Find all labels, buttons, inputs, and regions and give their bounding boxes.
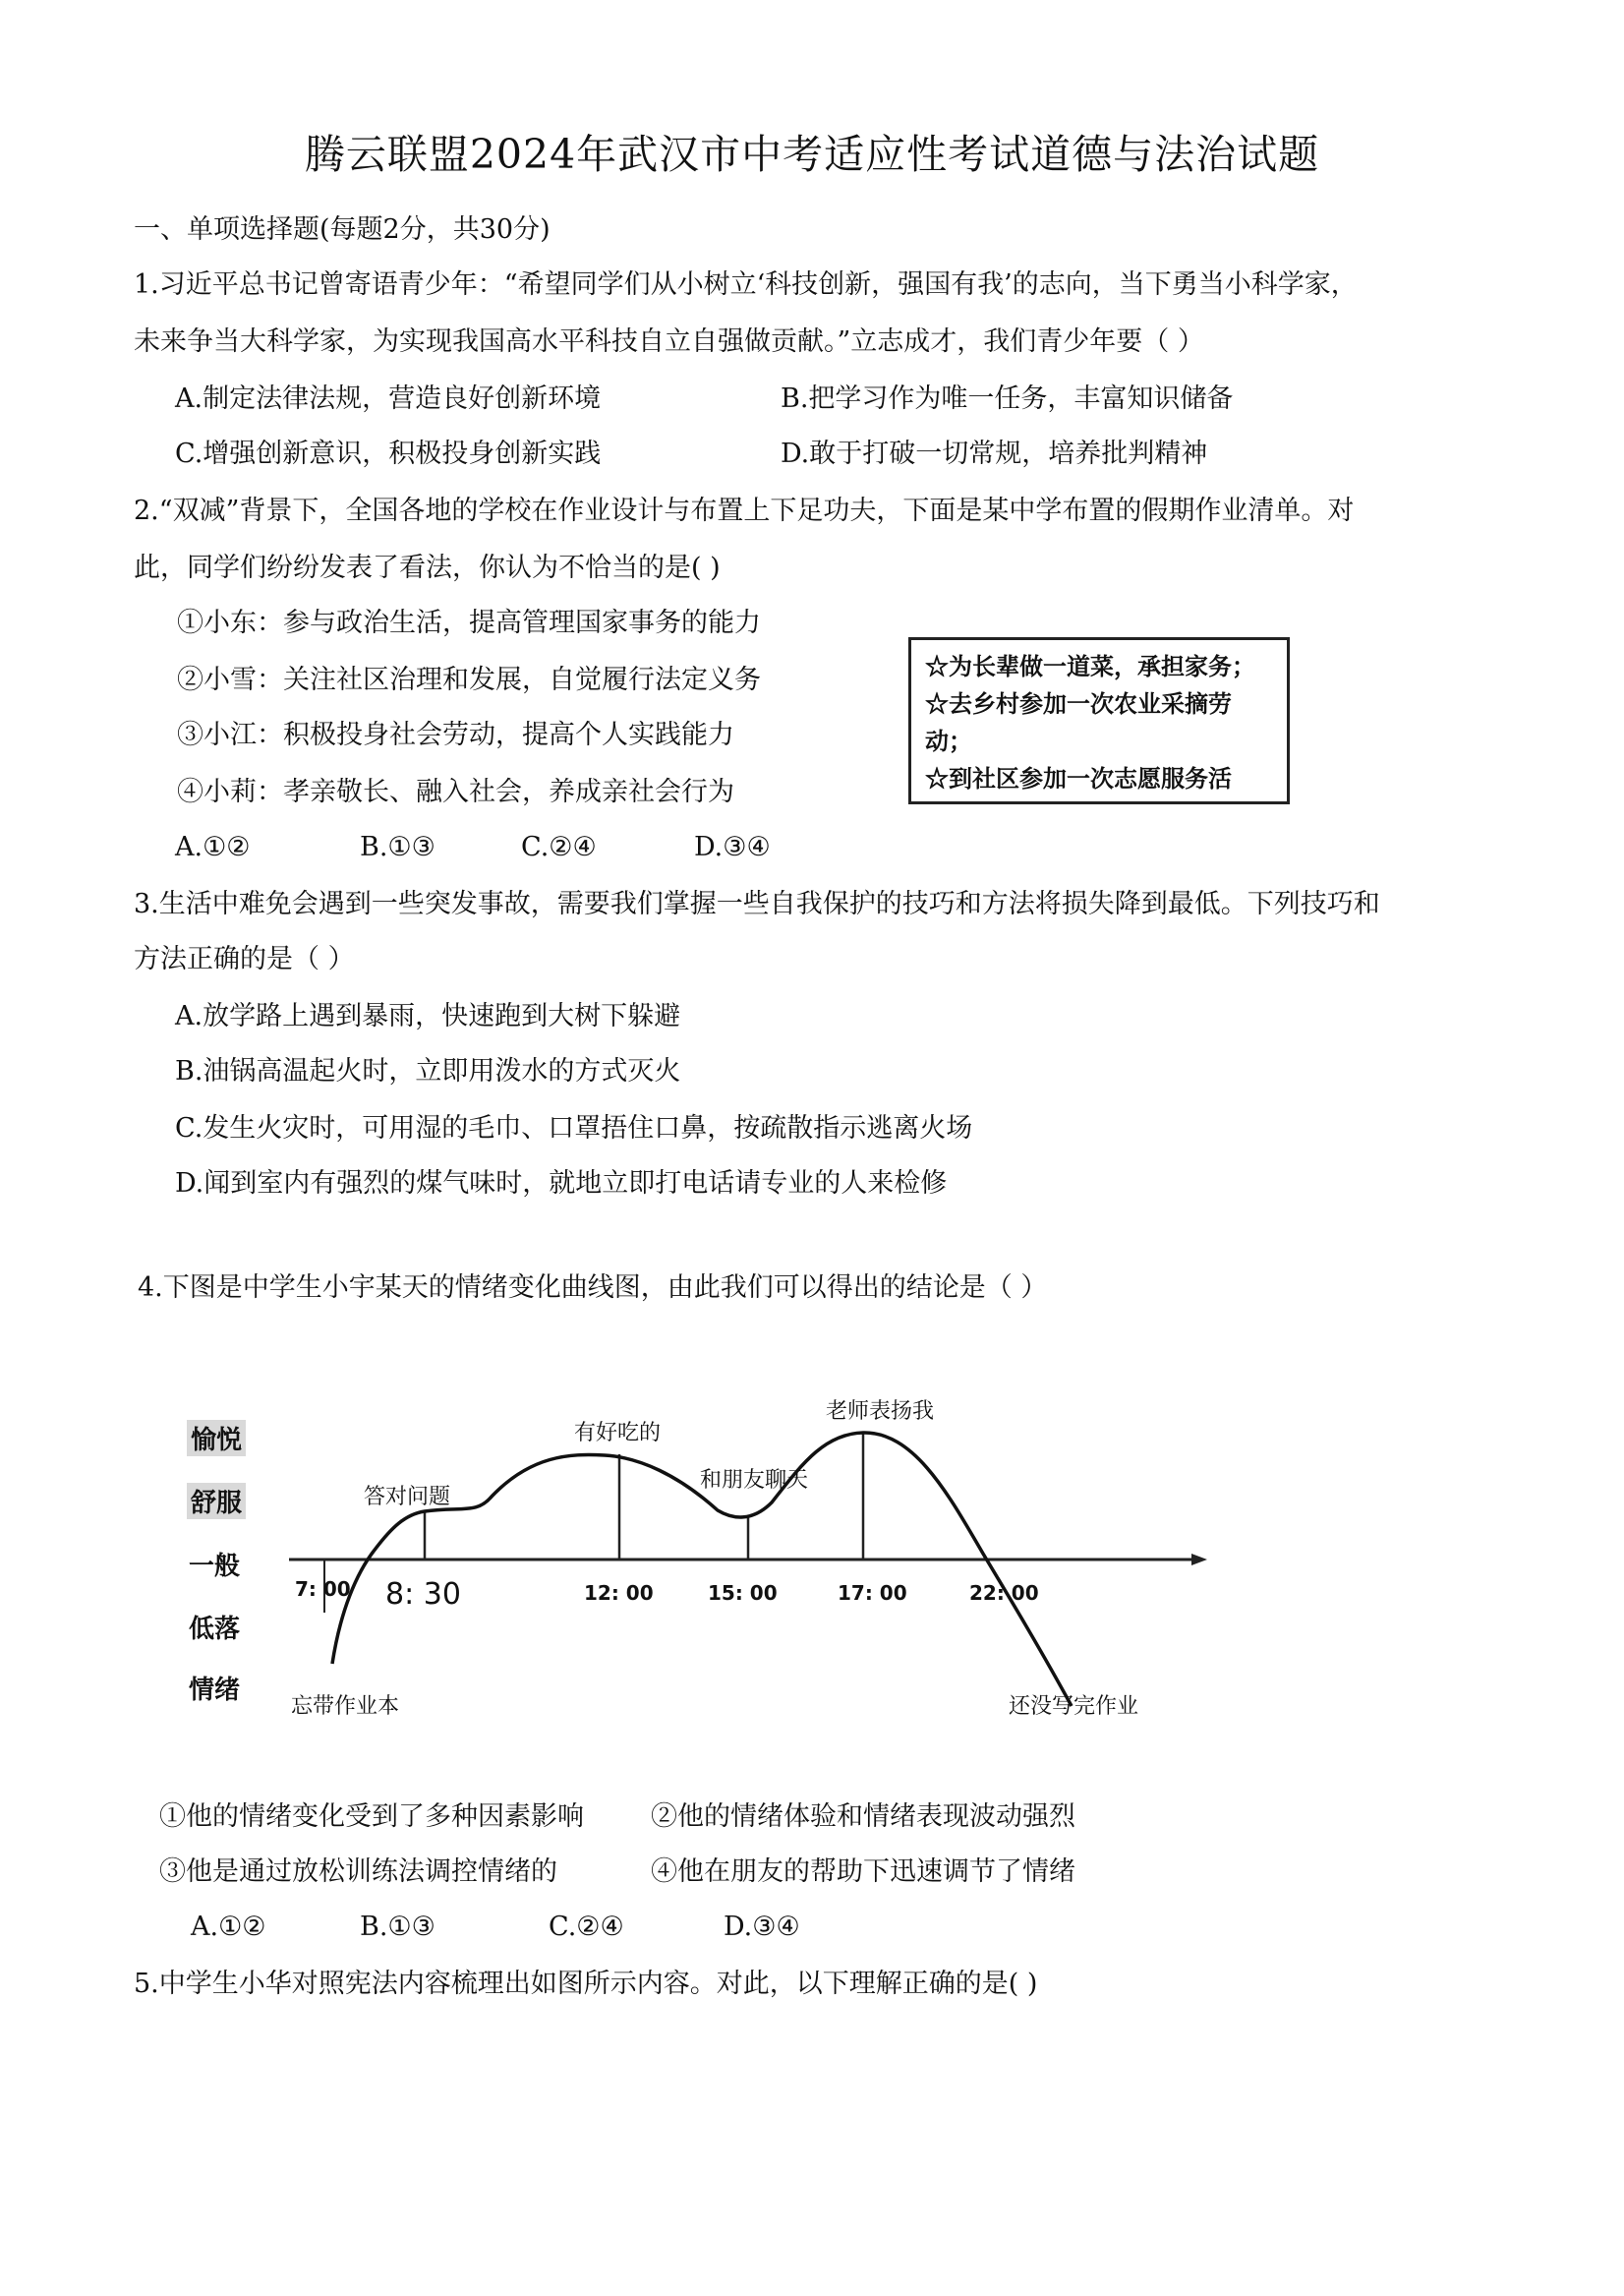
q4-stem: 4.下图是中学生小宇某天的情绪变化曲线图，由此我们可以得出的结论是（ ） — [138, 1272, 1048, 1303]
homework-item-3: ☆到社区参加一次志愿服务活 — [925, 764, 1232, 793]
q4-option-a: A.①② — [191, 1912, 266, 1942]
q2-stem-line1: 2.“双减”背景下，全国各地的学校在作业设计与布置上下足功夫，下面是某中学布置的假期作业清单。对 — [134, 496, 1355, 526]
x-tick-8-30: 8: 30 — [385, 1577, 461, 1612]
q3-option-c: C.发生火灾时，可用湿的毛巾、口罩捂住口鼻，按疏散指示逃离火场 — [175, 1113, 973, 1144]
q3-option-d: D.闻到室内有强烈的煤气味时，就地立即打电话请专业的人来检修 — [175, 1168, 948, 1199]
q4-option-d: D.③④ — [724, 1912, 800, 1942]
q1-stem-line1: 1.习近平总书记曾寄语青少年：“希望同学们从小树立‘科技创新，强国有我’的志向，当下勇当小科学家， — [134, 269, 1358, 300]
q1-option-a: A.制定法律法规，营造良好创新环境 — [175, 383, 602, 414]
annotation-teacher-praise: 老师表扬我 — [826, 1399, 935, 1424]
q2-statement-1: ①小东：参与政治生活，提高管理国家事务的能力 — [177, 608, 761, 638]
annotation-homework-unfinished: 还没写完作业 — [1009, 1694, 1139, 1719]
q1-option-c: C.增强创新意识，积极投身创新实践 — [175, 439, 602, 469]
section-heading: 一、单项选择题(每题2分，共30分) — [134, 214, 551, 245]
annotation-tasty-food: 有好吃的 — [574, 1421, 662, 1445]
q2-stem-line2: 此，同学们纷纷发表了看法，你认为不恰当的是( ) — [134, 553, 721, 583]
homework-item-2: ☆去乡村参加一次农业采摘劳 — [925, 689, 1232, 718]
q2-statement-4: ④小莉：孝亲敬长、融入社会，养成亲社会行为 — [177, 777, 734, 807]
q2-option-d: D.③④ — [694, 832, 771, 862]
q4-statement-3: ③他是通过放松训练法调控情绪的 — [159, 1856, 557, 1887]
q3-stem-line2: 方法正确的是（ ） — [134, 944, 355, 974]
x-tick-12-00: 12: 00 — [584, 1581, 654, 1605]
y-level-emotion: 情绪 — [189, 1676, 241, 1705]
q3-option-b: B.油锅高温起火时，立即用泼水的方式灭火 — [175, 1056, 681, 1087]
annotation-chat-with-friends: 和朋友聊天 — [700, 1468, 809, 1493]
q4-statement-2: ②他的情绪体验和情绪表现波动强烈 — [651, 1801, 1075, 1832]
y-level-normal: 一般 — [189, 1552, 241, 1581]
q4-statement-1: ①他的情绪变化受到了多种因素影响 — [159, 1801, 584, 1832]
q2-statement-2: ②小雪：关注社区治理和发展，自觉履行法定义务 — [177, 665, 761, 695]
x-tick-22-00: 22: 00 — [969, 1581, 1039, 1605]
q4-statement-4: ④他在朋友的帮助下迅速调节了情绪 — [651, 1856, 1075, 1887]
x-axis-arrow — [1191, 1554, 1207, 1565]
q3-option-a: A.放学路上遇到暴雨，快速跑到大树下躲避 — [175, 1001, 681, 1031]
q1-stem-line2: 未来争当大科学家，为实现我国高水平科技自立自强做贡献。”立志成才，我们青少年要（ ） — [134, 326, 1204, 357]
y-level-joyful: 愉悦 — [187, 1420, 246, 1456]
q3-stem-line1: 3.生活中难免会遇到一些突发事故，需要我们掌握一些自我保护的技巧和方法将损失降到最低。下列技巧和 — [134, 889, 1380, 919]
x-tick-15-00: 15: 00 — [708, 1581, 778, 1605]
q4-option-c: C.②④ — [549, 1912, 624, 1942]
y-level-comfortable: 舒服 — [187, 1483, 246, 1519]
homework-item-1: ☆为长辈做一道菜，承担家务； — [925, 652, 1255, 680]
q2-option-c: C.②④ — [521, 832, 597, 862]
annotation-answered-question: 答对问题 — [364, 1485, 451, 1509]
q5-stem: 5.中学生小华对照宪法内容梳理出如图所示内容。对此，以下理解正确的是( ) — [134, 1969, 1038, 1999]
q4-option-b: B.①③ — [360, 1912, 435, 1942]
q2-option-a: A.①② — [175, 832, 251, 862]
q1-option-b: B.把学习作为唯一任务，丰富知识储备 — [781, 383, 1234, 414]
x-tick-17-00: 17: 00 — [838, 1581, 907, 1605]
page-title: 腾云联盟2024年武汉市中考适应性考试道德与法治试题 — [304, 131, 1320, 178]
q2-option-b: B.①③ — [360, 832, 435, 862]
annotation-forgot-homework: 忘带作业本 — [291, 1694, 400, 1719]
x-tick-7-00: 7: 00 — [295, 1577, 351, 1601]
q1-option-d: D.敢于打破一切常规，培养批判精神 — [781, 439, 1208, 469]
homework-item-2-cont: 动； — [925, 727, 972, 755]
y-level-low: 低落 — [189, 1615, 241, 1644]
q2-statement-3: ③小江：积极投身社会劳动，提高个人实践能力 — [177, 720, 734, 750]
